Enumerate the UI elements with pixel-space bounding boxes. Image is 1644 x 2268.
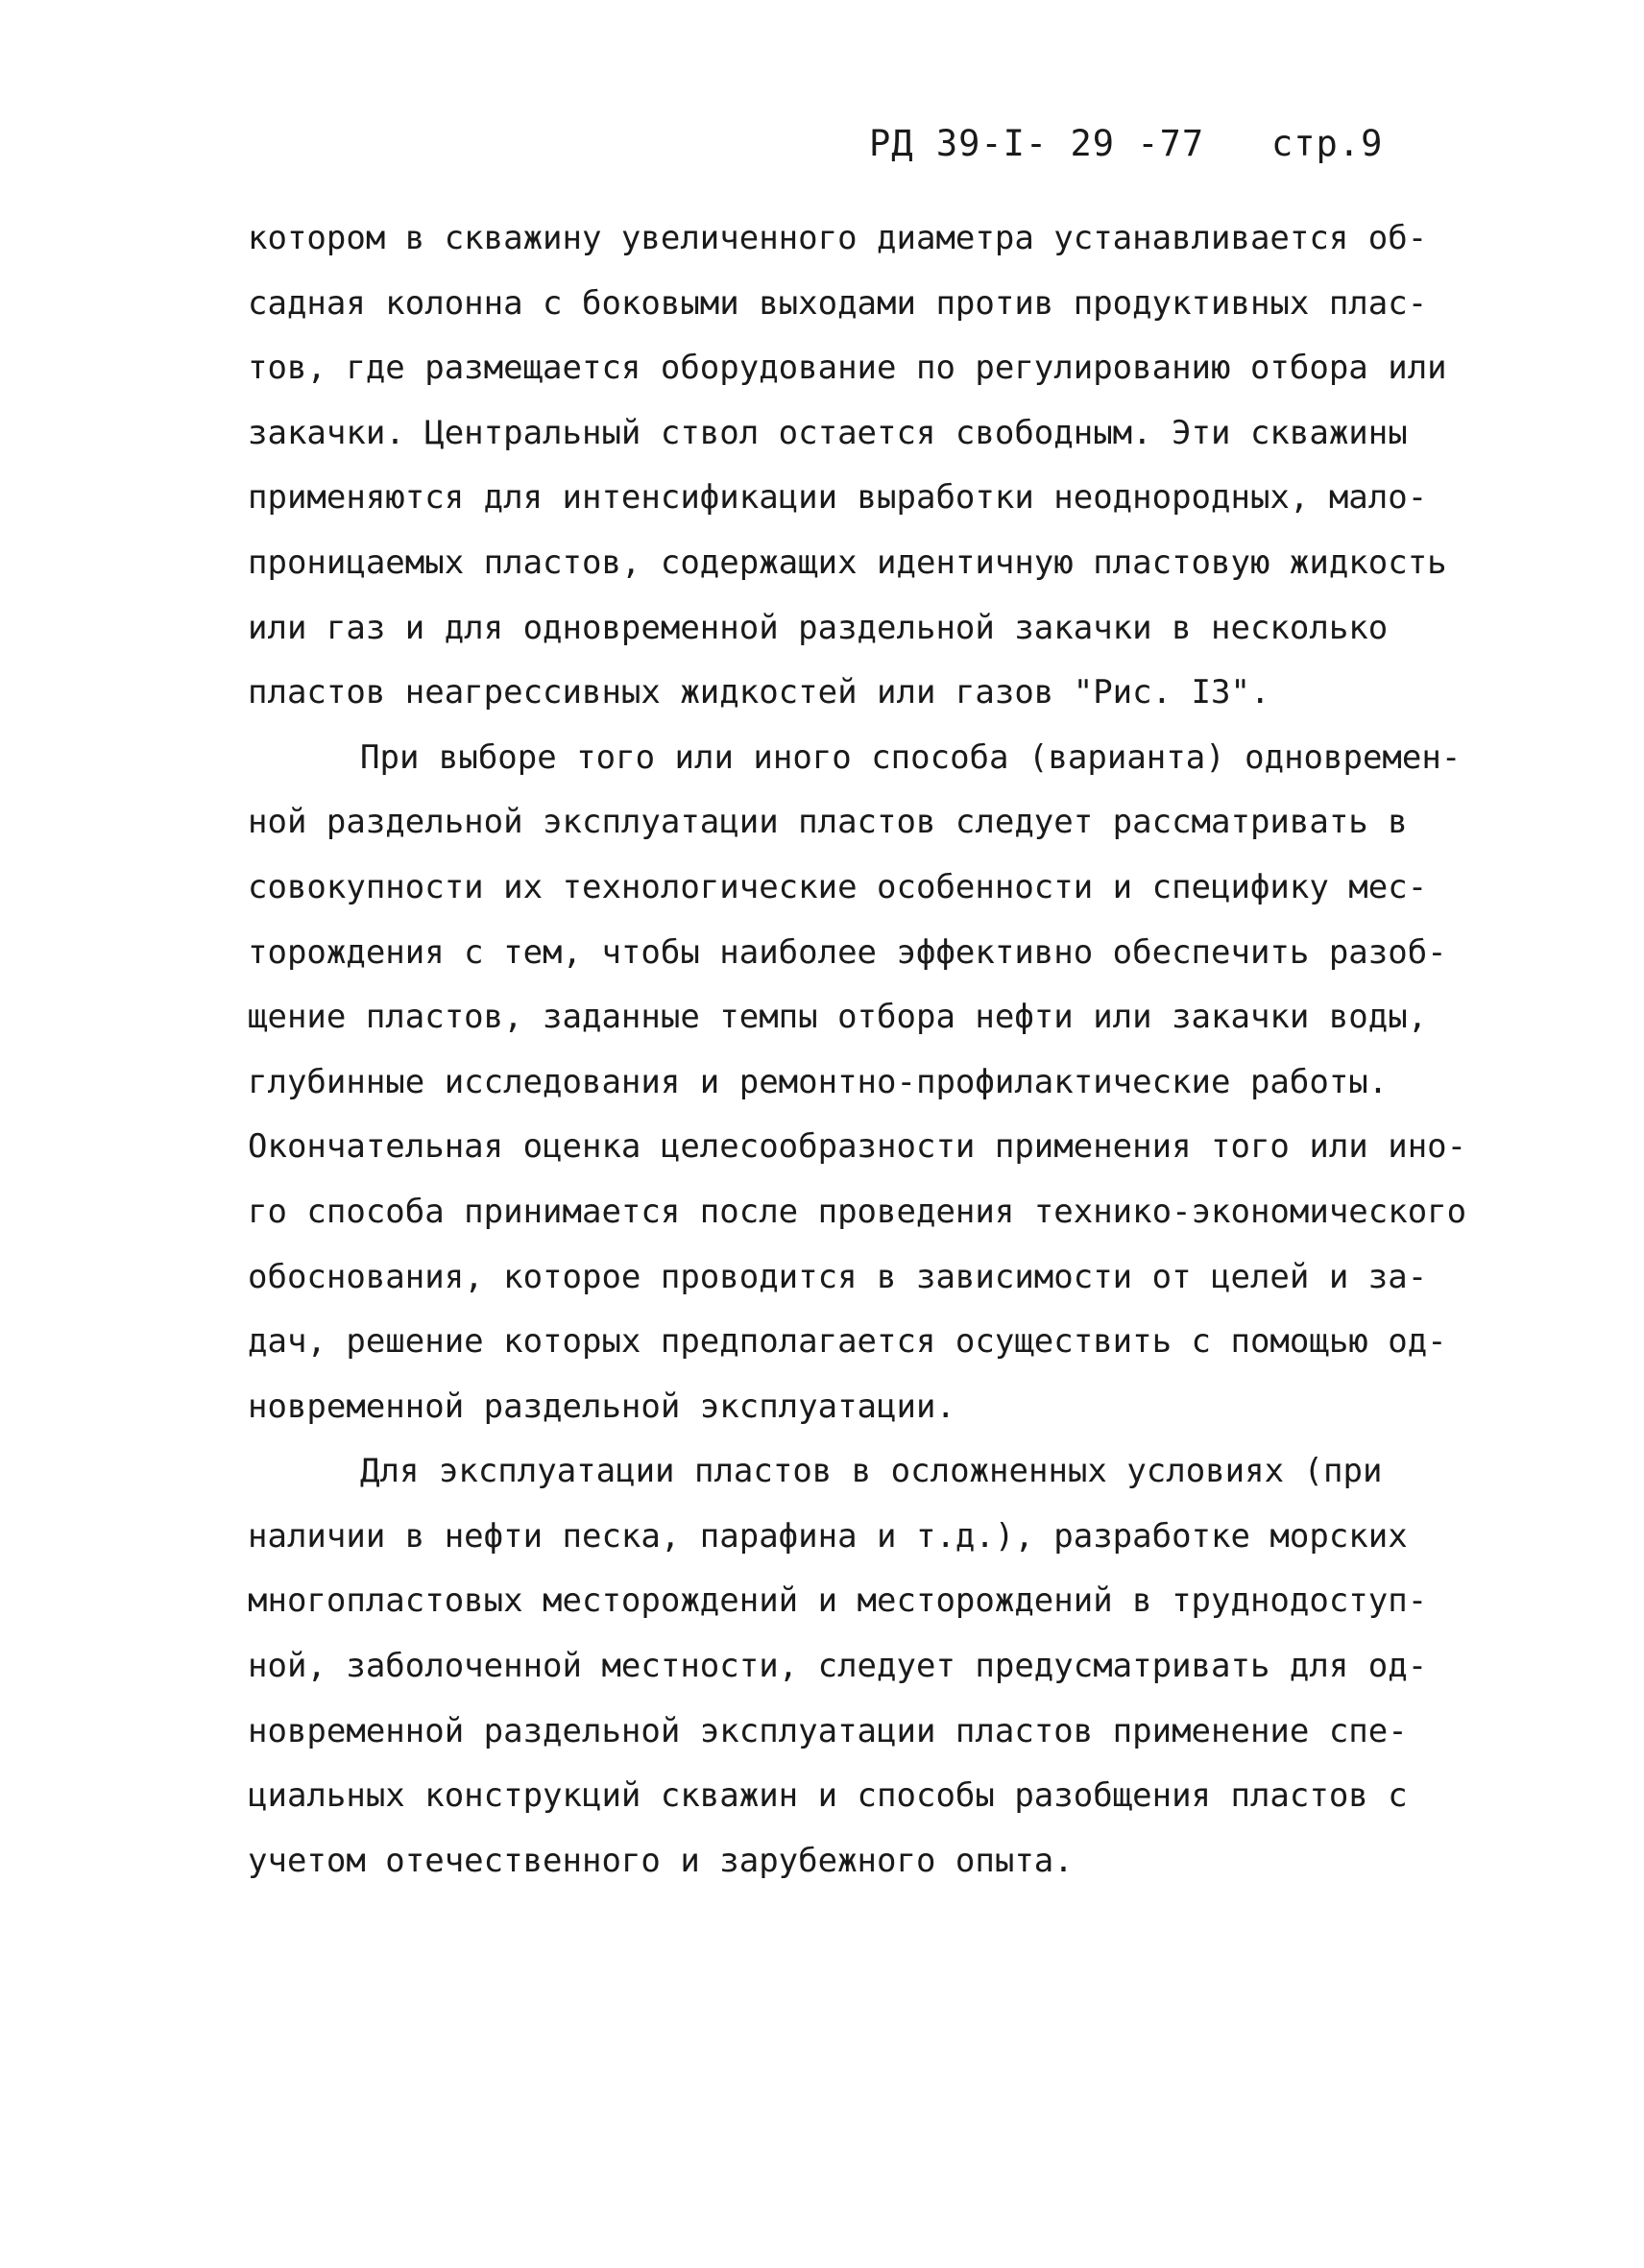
text-line: циальных конструкций скважин и способы разобщения пластов с (248, 1776, 1408, 1816)
text-line: ной, заболоченной местности, следует предусматривать для од- (248, 1647, 1428, 1686)
document-code: РД 39-I- 29 -77 (869, 123, 1205, 164)
paragraph-first-line: Для эксплуатации пластов в осложненных условиях (при (360, 1452, 1383, 1491)
page-number: стр.9 (1270, 123, 1384, 164)
text-line: торождения с тем, чтобы наиболее эффективно обеспечить разоб- (248, 932, 1447, 972)
text-line: наличии в нефти песка, парафина и т.д.), разработке морских (248, 1516, 1408, 1556)
paragraph-first-line: При выборе того или иного способа (варианта) одновремен- (360, 737, 1462, 777)
text-line: обоснования, которое проводится в зависимости от целей и за- (248, 1257, 1428, 1296)
text-line: применяются для интенсификации выработки неоднородных, мало- (248, 478, 1428, 518)
text-line: закачки. Центральный ствол остается свободным. Эти скважины (248, 413, 1408, 452)
text-line: новременной раздельной эксплуатации пластов применение спе- (248, 1711, 1408, 1750)
text-line: дач, решение которых предполагается осуществить с помощью од- (248, 1322, 1447, 1362)
text-line: Окончательная оценка целесообразности применения того или ино- (248, 1127, 1467, 1167)
text-line: совокупности их технологические особенности и специфику мес- (248, 867, 1428, 906)
text-line: го способа принимается после проведения технико-экономического (248, 1192, 1467, 1231)
body-text (248, 206, 1467, 1894)
text-line: учетом отечественного и зарубежного опыта. (248, 1841, 1074, 1880)
text-line: пластов неагрессивных жидкостей или газов "Рис. I3". (248, 673, 1270, 712)
text-line: новременной раздельной эксплуатации. (248, 1387, 955, 1426)
text-line: глубинные исследования и ремонтно-профилактические работы. (248, 1062, 1389, 1101)
text-line: тов, где размещается оборудование по регулированию отбора или (248, 349, 1447, 388)
text-line: ной раздельной эксплуатации пластов следует рассматривать в (248, 803, 1408, 842)
text-line: многопластовых месторождений и месторождений в труднодоступ- (248, 1581, 1428, 1621)
text-line: проницаемых пластов, содержащих идентичную пластовую жидкость (248, 543, 1447, 582)
text-line: или газ и для одновременной раздельной закачки в несколько (248, 608, 1389, 647)
text-line: котором в скважину увеличенного диаметра устанавливается об- (248, 219, 1428, 257)
page-header (869, 123, 1407, 164)
text-line: щение пластов, заданные темпы отбора нефти или закачки воды, (248, 998, 1428, 1037)
text-line: садная колонна с боковыми выходами против продуктивных плас- (248, 283, 1428, 323)
